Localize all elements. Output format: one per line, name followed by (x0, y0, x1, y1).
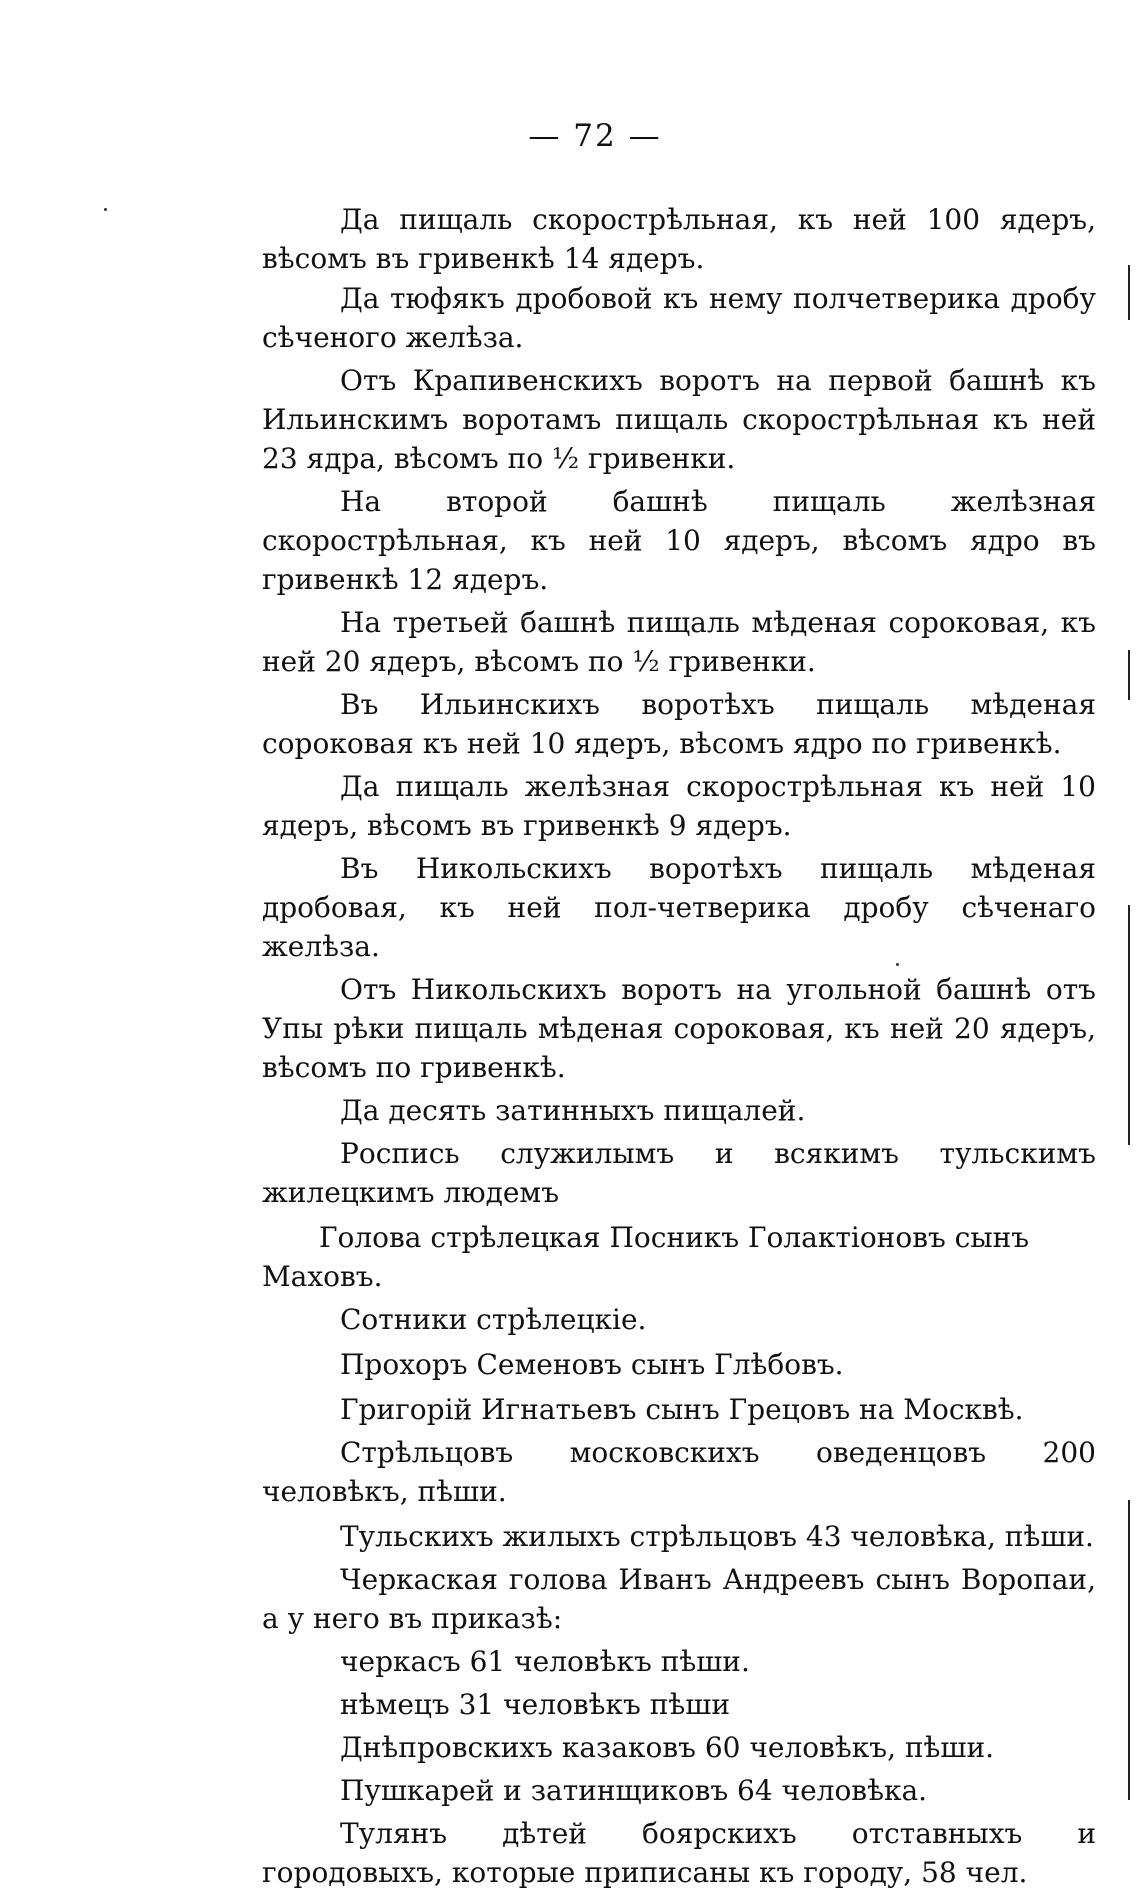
roster-line: Прохоръ Семеновъ сынъ Глѣбовъ. (340, 1348, 844, 1381)
scan-edge-mark (1128, 650, 1130, 700)
roster-line: нѣмецъ 31 человѣкъ пѣши (340, 1688, 730, 1721)
paragraph: Да десять затинныхъ пищалей. (340, 1094, 806, 1127)
page-number: — 72 — (528, 118, 662, 154)
scan-speck (104, 208, 107, 211)
roster-line: Тульскихъ жилыхъ стрѣльцовъ 43 человѣка, пѣши. (340, 1520, 1094, 1553)
scan-edge-mark (1128, 905, 1130, 1145)
roster-paragraph: Стрѣльцовъ московскихъ оведенцовъ 200 человѣкъ, пѣши. (262, 1436, 1096, 1508)
paragraph: На второй башнѣ пищаль желѣзная скорострѣльная, къ ней 10 ядеръ, вѣсомъ ядро въ гривенкѣ 12 ядеръ. (262, 485, 1096, 596)
paragraph: Отъ Крапивенскихъ воротъ на первой башнѣ къ Ильинскимъ воротамъ пищаль скорострѣльная къ ней 23 ядра, вѣсомъ по ½ гривенки. (262, 364, 1096, 475)
roster-line: Григорій Игнатьевъ сынъ Грецовъ на Москвѣ. (340, 1393, 1024, 1426)
roster-line: черкасъ 61 человѣкъ пѣши. (340, 1645, 750, 1678)
scan-edge-mark (1128, 265, 1130, 320)
roster-line: Днѣпровскихъ казаковъ 60 человѣкъ, пѣши. (340, 1731, 995, 1764)
roster-line: Сотники стрѣлецкіе. (340, 1303, 647, 1336)
paragraph: Да тюфякъ дробовой къ нему полчетверика дробу сѣченого желѣза. (262, 282, 1096, 354)
roster-paragraph: Тулянъ дѣтей боярскихъ отставныхъ и городовыхъ, которые приписаны къ городу, 58 чел. (262, 1817, 1096, 1889)
roster-heading: Роспись служилымъ и всякимъ тульскимъ жилецкимъ людемъ (262, 1137, 1096, 1209)
paragraph: Да пищаль желѣзная скорострѣльная къ ней 10 ядеръ, вѣсомъ въ гривенкѣ 9 ядеръ. (262, 770, 1096, 842)
scan-speck (896, 963, 899, 966)
paragraph: Отъ Никольскихъ воротъ на угольной башнѣ отъ Упы рѣки пищаль мѣденая сороковая, къ ней 20 ядеръ, вѣсомъ по гривенкѣ. (262, 973, 1096, 1084)
roster-head-line: Голова стрѣлецкая Посникъ Голактіоновъ сынъ Маховъ. (262, 1221, 1030, 1293)
scan-edge-mark (1128, 1500, 1130, 1800)
paragraph: На третьей башнѣ пищаль мѣденая сороковая, къ ней 20 ядеръ, вѣсомъ по ½ гривенки. (262, 606, 1096, 678)
page-body (262, 200, 1096, 1892)
paragraph: Въ Ильинскихъ воротѣхъ пищаль мѣденая сороковая къ ней 10 ядеръ, вѣсомъ ядро по гривенкѣ. (262, 688, 1096, 760)
paragraph: Въ Никольскихъ воротѣхъ пищаль мѣденая дробовая, къ ней пол-четверика дробу сѣченаго желѣза. (262, 852, 1096, 963)
paragraph: Да пищаль скорострѣльная, къ ней 100 ядеръ, вѣсомъ въ гривенкѣ 14 ядеръ. (262, 203, 1096, 275)
roster-line: Пушкарей и затинщиковъ 64 человѣка. (340, 1774, 928, 1807)
roster-paragraph: Черкаская голова Иванъ Андреевъ сынъ Воропаи, а у него въ приказѣ: (262, 1563, 1096, 1635)
